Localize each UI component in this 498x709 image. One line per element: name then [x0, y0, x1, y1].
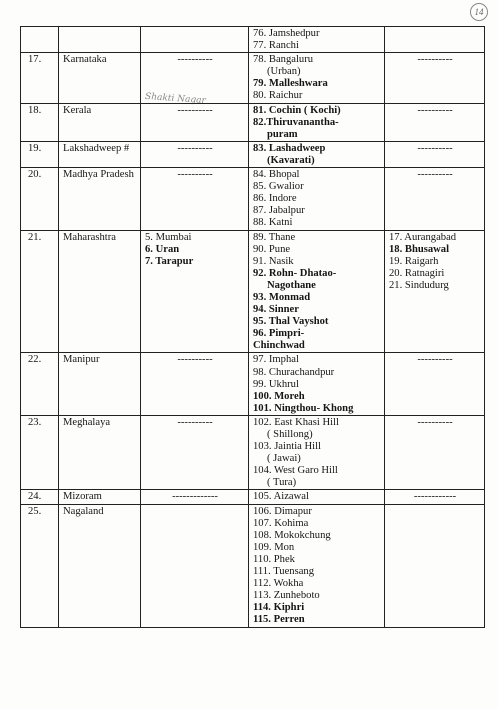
city-entry: 99. Ukhrul — [253, 378, 299, 390]
city-entry: 20. Ratnagiri — [389, 267, 445, 279]
table-row — [21, 53, 485, 103]
col5-cell — [385, 415, 485, 490]
city-entry: Chinchwad — [253, 340, 305, 352]
col4-cell — [249, 27, 385, 53]
city-entry: Nagothane — [267, 279, 316, 291]
city-entry: 111. Tuensang — [253, 566, 315, 578]
state-name-cell: Meghalaya — [59, 415, 141, 490]
table-row — [21, 353, 485, 415]
col3-cell — [141, 141, 249, 167]
dash-placeholder: ---------- — [417, 416, 453, 428]
city-entry: 108. Mokokchung — [253, 529, 331, 541]
dash-placeholder: ---------- — [177, 54, 213, 66]
col5-cell — [385, 168, 485, 230]
city-entry: 17. Aurangabad — [389, 231, 457, 243]
table-row — [21, 27, 485, 53]
table-row — [21, 230, 485, 353]
dash-placeholder: ------------- — [172, 491, 218, 503]
city-entry: 109. Mon — [253, 541, 295, 553]
col4-cell — [249, 504, 385, 627]
city-entry: 110. Phek — [253, 553, 295, 565]
city-entry: 107. Kohima — [253, 517, 309, 529]
city-entry: 87. Jabalpur — [253, 205, 305, 217]
city-entry: ( Jawai) — [267, 453, 301, 465]
col5-cell — [385, 490, 485, 504]
col3-cell — [141, 27, 249, 53]
dash-placeholder: ---------- — [177, 104, 213, 116]
col5-cell — [385, 353, 485, 415]
col4-cell — [249, 415, 385, 490]
col4-cell — [249, 103, 385, 141]
dash-placeholder: ---------- — [177, 169, 213, 181]
city-entry: 77. Ranchi — [253, 40, 299, 52]
city-entry: 94. Sinner — [253, 304, 299, 316]
table-row — [21, 168, 485, 230]
city-entry: 102. East Khasi Hill — [253, 416, 339, 428]
city-entry: 113. Zunheboto — [253, 590, 320, 602]
city-entry: 103. Jaintia Hill — [253, 441, 321, 453]
col3-cell — [141, 504, 249, 627]
city-entry: 115. Perren — [253, 614, 305, 626]
serial-number-cell: 17. — [21, 53, 59, 103]
state-name-cell: Lakshadweep # — [59, 141, 141, 167]
city-entry: 83. Lashadweep — [253, 142, 326, 154]
city-entry: 114. Kiphri — [253, 602, 305, 614]
col5-cell — [385, 53, 485, 103]
dash-placeholder: ---------- — [417, 354, 453, 366]
city-entry: 104. West Garo Hill — [253, 465, 338, 477]
col4-cell — [249, 230, 385, 353]
city-entry: 101. Ningthou- Khong — [253, 402, 354, 414]
state-name-cell — [59, 27, 141, 53]
city-entry: 85. Gwalior — [253, 181, 304, 193]
city-entry: 105. Aizawal — [253, 491, 309, 503]
serial-number-cell: 25. — [21, 504, 59, 627]
col4-cell — [249, 353, 385, 415]
col3-cell — [141, 490, 249, 504]
dash-placeholder: ---------- — [417, 169, 453, 181]
city-entry: ( Shillong) — [267, 429, 313, 440]
state-name-cell: Maharashtra — [59, 230, 141, 353]
col5-cell — [385, 504, 485, 627]
col4-cell — [249, 490, 385, 504]
city-entry: puram — [267, 128, 298, 140]
serial-number-cell: 20. — [21, 168, 59, 230]
col4-cell — [249, 168, 385, 230]
table-row — [21, 504, 485, 627]
col3-cell — [141, 103, 249, 141]
city-entry: 93. Monmad — [253, 291, 311, 303]
city-entry: 7. Tarapur — [145, 255, 194, 267]
page-number-mark: 14 — [470, 3, 488, 21]
city-entry: 88. Katni — [253, 217, 293, 229]
col3-cell — [141, 353, 249, 415]
serial-number-cell: 19. — [21, 141, 59, 167]
serial-number-cell: 21. — [21, 230, 59, 353]
city-entry: 80. Raichur — [253, 90, 303, 102]
city-entry: 82.Thiruvanantha- — [253, 116, 339, 128]
serial-number-cell: 22. — [21, 353, 59, 415]
city-entry: 95. Thal Vayshot — [253, 316, 329, 328]
city-entry: 97. Imphal — [253, 354, 299, 366]
dash-placeholder: ------------ — [413, 491, 457, 503]
serial-number-cell: 18. — [21, 103, 59, 141]
city-entry: 89. Thane — [253, 231, 296, 243]
state-name-cell: Karnataka — [59, 53, 141, 103]
handwritten-note: Shakti Nagar — [144, 91, 207, 107]
city-entry: 91. Nasik — [253, 255, 294, 267]
city-entry: (Kavarati) — [267, 154, 315, 166]
table-row — [21, 490, 485, 504]
city-entry: (Urban) — [267, 66, 301, 78]
state-name-cell: Mizoram — [59, 490, 141, 504]
city-entry: 100. Moreh — [253, 390, 305, 402]
col3-cell — [141, 53, 249, 103]
serial-number-cell: 23. — [21, 415, 59, 490]
city-entry: 86. Indore — [253, 193, 297, 205]
dash-placeholder: ---------- — [177, 416, 213, 428]
city-entry: 112. Wokha — [253, 578, 304, 590]
col5-cell — [385, 103, 485, 141]
col5-cell — [385, 141, 485, 167]
state-name-cell: Nagaland — [59, 504, 141, 627]
dash-placeholder: ---------- — [417, 54, 453, 66]
serial-number-cell: 24. — [21, 490, 59, 504]
city-entry: 21. Sindudurg — [389, 279, 449, 291]
city-entry: 6. Uran — [145, 243, 180, 255]
city-entry: 5. Mumbai — [145, 231, 192, 243]
dash-placeholder: ---------- — [177, 354, 213, 366]
city-entry: 81. Cochin ( Kochi) — [253, 104, 341, 116]
col3-cell — [141, 415, 249, 490]
city-entry: ( Tura) — [267, 477, 297, 489]
city-entry: 84. Bhopal — [253, 169, 300, 181]
city-entry: 96. Pimpri- — [253, 328, 305, 340]
dash-placeholder: ---------- — [417, 142, 453, 154]
city-entry: 98. Churachandpur — [253, 366, 335, 378]
state-name-cell: Madhya Pradesh — [59, 168, 141, 230]
state-city-table — [20, 26, 485, 628]
col5-cell — [385, 27, 485, 53]
col3-cell — [141, 230, 249, 353]
table-row — [21, 415, 485, 490]
city-entry: 90. Pune — [253, 243, 291, 255]
city-entry: 79. Malleshwara — [253, 78, 328, 90]
dash-placeholder: ---------- — [417, 104, 453, 116]
table-row — [21, 141, 485, 167]
state-name-cell: Kerala — [59, 103, 141, 141]
dash-placeholder: ---------- — [177, 142, 213, 154]
city-entry: 18. Bhusawal — [389, 243, 450, 255]
city-entry: 106. Dimapur — [253, 505, 312, 517]
city-entry: 78. Bangaluru — [253, 54, 314, 66]
city-entry: 92. Rohn- Dhatao- — [253, 267, 337, 279]
city-entry: 19. Raigarh — [389, 255, 439, 267]
table-row — [21, 103, 485, 141]
city-entry: 76. Jamshedpur — [253, 28, 320, 39]
col3-cell — [141, 168, 249, 230]
col4-cell — [249, 53, 385, 103]
col5-cell — [385, 230, 485, 353]
col4-cell — [249, 141, 385, 167]
state-name-cell: Manipur — [59, 353, 141, 415]
serial-number-cell — [21, 27, 59, 53]
